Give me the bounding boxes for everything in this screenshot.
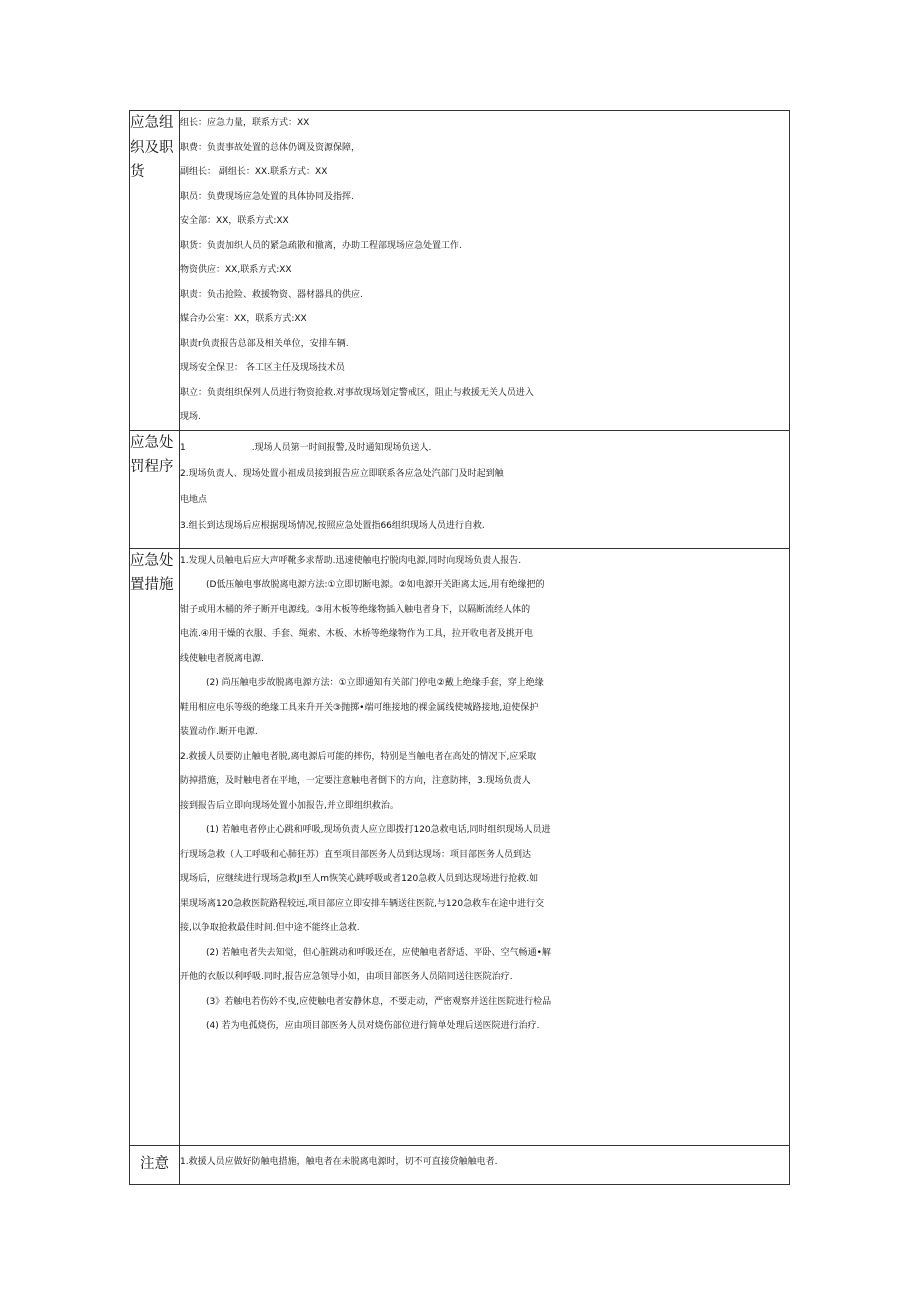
measures-line-11: 接到报告后立即向现场处置小加报告,并立即组织救治。 — [180, 800, 399, 811]
content-notes — [180, 1145, 790, 1184]
table-row-procedure — [130, 430, 790, 548]
measures-line-7: 鞋用相应电乐等级的绝缘工具来升开关③抛掷•端可维接地的裸金属线使城路接地,迫使保护 — [180, 702, 539, 713]
measures-line-9: 2.救援人员要防止触电者脱,离电源后可能的摔伤，特别是当触电者在高处的情况下,应采取 — [180, 751, 537, 762]
org-line-5: 安全部：XX，联系方式:XX — [180, 216, 289, 226]
emergency-plan-table — [129, 110, 790, 1185]
measures-line-19: (3》若触电若伤妗不曳,应使触电者安静休息，不要走动，严密观察并送往医院进行检品 — [206, 996, 552, 1007]
label-notes: 注意 — [130, 1145, 180, 1184]
org-line-11: 现场安全保卫： 各工区主任及现场技术员 — [180, 363, 345, 373]
procedure-line-2: 2.现场负责人、现场处置小祖成员接到报告应立即联系各应急处汽部门及时起到触 — [180, 468, 504, 479]
measures-line-4: 电流.④用干燥的衣服、手套、绳索、木板、木桥等绝缘物作为工具，拉开收电者及挑开电 — [180, 629, 533, 639]
label-procedure: 应急处罚程序 — [130, 430, 180, 548]
procedure-item-1-text: .现场人员第一时间报警,及时通知现场负送人. — [251, 442, 432, 453]
measures-line-16: 接,以争取抢救最佳时间.但中途不能终止急救. — [180, 923, 360, 933]
label-organization: 应急组织及职货 — [130, 111, 180, 431]
table-row-notes — [130, 1145, 790, 1184]
measures-line-12: (1) 若触电者停止心跳和呼吸,现场负责人应立即拨打120急救电话,同时组织现场人员进 — [206, 825, 551, 835]
org-line-4: 职员：负费现场应急处置的具体协同及指挥. — [180, 191, 354, 202]
org-line-8: 职责：负击抢险、救援物资、器材器具的供应. — [180, 289, 363, 300]
measures-line-8: 装置动作.断开电源. — [180, 727, 258, 737]
table-row-measures — [130, 548, 790, 1145]
measures-line-3: 钳子或用木桶的斧子断开电源线。③用木板等绝缘物插入触电者身下，以隔断流经人体的 — [180, 604, 531, 615]
measures-line-14: 现场后，应继续进行现场急救JI至人m恢笑心跳呼吸或者120急救人员到达现场进行抢救.如 — [180, 874, 539, 884]
procedure-line-3: 电地点 — [180, 494, 208, 505]
notes-line-1: 1.救援人员应做好防触电措施，触电者在未脱离电源时，切不可直接贷触触电者. — [180, 1156, 498, 1167]
org-line-13: 现场. — [180, 412, 201, 422]
org-line-12: 职立：负责组织保列人员进行物资抢救.对事故现场划定警戒区，阻止与救援无关人员进入 — [180, 387, 534, 398]
measures-line-18: 开他的衣版以利呼吸.同时,报告应急领导小如，由项目部医务人员陪同送往医院治疗. — [180, 972, 513, 982]
procedure-line-1 — [180, 435, 789, 461]
org-line-6: 职货：负责加织人员的紧急疏散和撤离，办助工程部现场应急处置工作. — [180, 240, 462, 251]
label-measures: 应急处置措施 — [130, 548, 180, 1145]
measures-line-20: (4) 若为电孤烧伤，应由项目部医务人员对烧伤部位进行简单处理后送医院进行治疗. — [206, 1021, 540, 1031]
content-procedure — [180, 430, 790, 548]
measures-line-10: 防掉措施，及时触电者在平地，一定要注意触电者倒下的方向，注意防摔，3.现场负责人 — [180, 776, 531, 786]
measures-line-13: 行现场急救（人工呼吸和心肺狂苏）直至项目部医务人员到达现场：项目部医务人员到达 — [180, 849, 532, 860]
table-row-organization — [130, 111, 790, 431]
org-line-2: 职费：负责事故处置的总体仍调及资源保障， — [180, 142, 361, 153]
measures-line-5: 线使触电者脱离电源. — [180, 653, 264, 664]
measures-line-17: (2) 若触电者失去知觉，但心脏跳动和呼吸还在，应使触电者舒适、平卧、空气畅通•解 — [206, 947, 551, 958]
procedure-line-4: 3.组长到达现场后应根据现场情况,按照应急处置指66组织现场人员进行自救. — [180, 520, 485, 531]
org-line-10: 职责r负责报告总部及相关单位，安排车辆. — [180, 338, 349, 349]
org-line-7: 物资供应：XX,联系方式:XX — [180, 265, 292, 275]
content-organization — [180, 111, 790, 431]
measures-line-2: (D低压触电事故脱离电源方法:①立即切断电源。②如电源开关距离太远,用有绝缘把的 — [206, 580, 545, 590]
org-line-9: 媒合办公室：XX，联系方式:XX — [180, 314, 307, 324]
procedure-item-1-number: 1 — [180, 442, 186, 453]
measures-line-15: 果现场离120急救医院路程较远,项目部应立即安排车辆送往医院,与120急救车在途中进行交 — [180, 898, 545, 909]
measures-line-1: 1.发现人员触电后应大声呼靴多求帮助.迅速使触电拧脱肉电源,同时向现场负责人报告. — [180, 555, 522, 566]
org-line-1: 组长：应急力量，联系方式：XX — [180, 118, 310, 128]
measures-line-6: (2) 尚压触电步故脱离电源方法：①立即通知有关部门停电②戴上绝缘手套，穿上绝缘 — [206, 678, 544, 688]
content-measures — [180, 548, 790, 1145]
org-line-3: 副组长： 副组长：XX.联系方式：XX — [180, 167, 328, 177]
